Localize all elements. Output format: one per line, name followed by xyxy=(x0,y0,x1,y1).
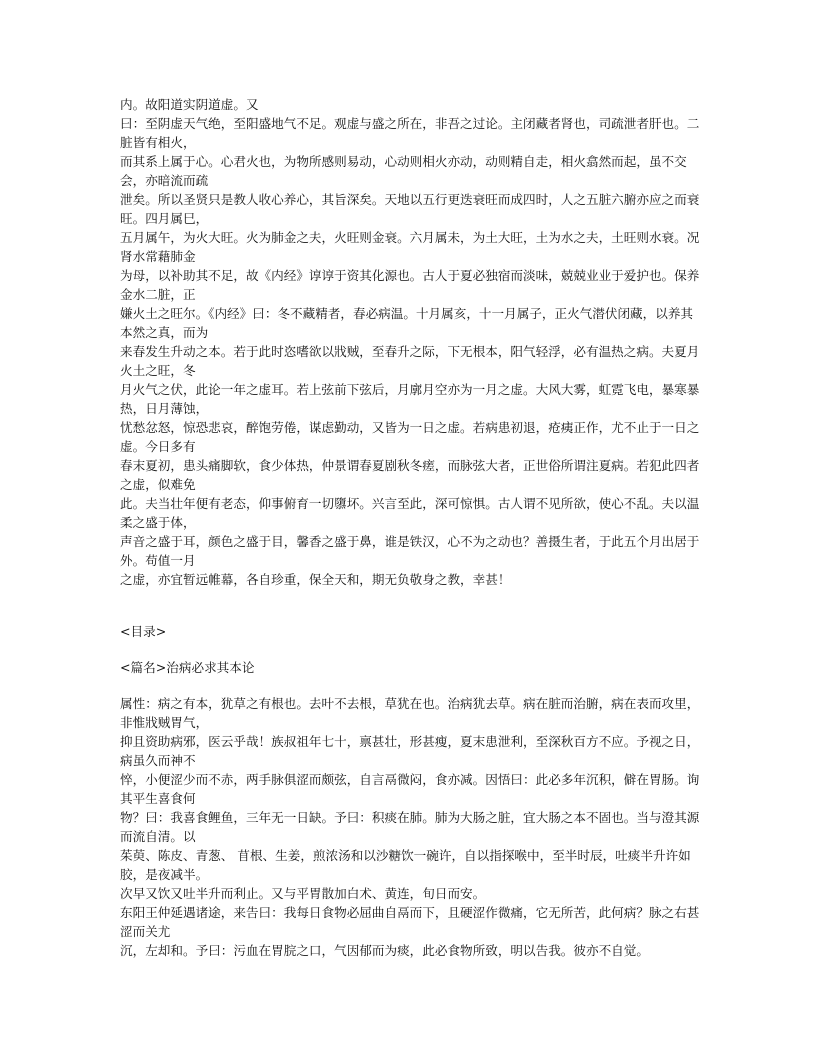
paragraph: 为母，以补助其不足，故《内经》谆谆于资其化源也。古人于夏必独宿而淡味，兢兢业业于爱护也。保养金水二脏，正 xyxy=(120,268,700,302)
paragraph: 泄矣。所以圣贤只是教人收心养心，其旨深矣。天地以五行更迭衰旺而成四时，人之五脏六腑亦应之而衰旺。四月属巳， xyxy=(120,192,700,226)
paragraph: 五月属午，为火大旺。火为肺金之夫，火旺则金衰。六月属未，为土大旺，土为水之夫，土旺则水衰。况肾水常藉肺金 xyxy=(120,230,700,264)
paragraph: 物？曰：我喜食鲤鱼，三年无一日缺。予曰：积痰在肺。肺为大肠之脏，宜大肠之本不固也。当与澄其源而流自清。以 xyxy=(120,810,700,844)
paragraph: 而其系上属于心。心君火也，为物所感则易动，心动则相火亦动，动则精自走，相火翕然而起，虽不交会，亦暗流而疏 xyxy=(120,154,687,188)
paragraph: 曰：至阴虚天气绝，至阳盛地气不足。观虚与盛之所在，非吾之过论。主闭藏者肾也，司疏泄者肝也。二脏皆有相火， xyxy=(120,116,700,150)
paragraph: 茱萸、陈皮、青葱、 苜根、生姜，煎浓汤和以沙糖饮一碗许，自以指探喉中，至半时辰，吐痰半升许如胶，是夜减半。 xyxy=(120,848,691,882)
paragraph: 属性：病之有本，犹草之有根也。去叶不去根，草犹在也。治病犹去草。病在脏而治腑，病在表而攻里，非惟戕贼胃气， xyxy=(120,696,700,730)
paragraph: 东阳王仲延遇诸途，来告曰：我每日食物必屈曲自鬲而下，且硬涩作微痛，它无所苦，此何病？脉之右甚涩而关尤 xyxy=(120,905,700,939)
paragraph: 之虚，亦宜暂远帷幕，各自珍重，保全天和，期无负敬身之教，幸甚！ xyxy=(120,572,511,587)
paragraph: 嫌火土之旺尔。《内经》曰：冬不藏精者，春必病温。十月属亥，十一月属子，正火气潜伏闭藏，以养其本然之真，而为 xyxy=(120,306,694,340)
chapter-title: <篇名>治病必求其本论 xyxy=(120,660,255,675)
paragraph: 月火气之伏，此论一年之虚耳。若上弦前下弦后，月廓月空亦为一月之虚。大风大雾，虹霓飞电，暴寒暴热，日月薄蚀， xyxy=(120,382,700,416)
paragraph: 内。故阳道实阴道虚。又 xyxy=(120,97,259,112)
paragraph: 春末夏初，患头痛脚软，食少体热，仲景谓春夏剧秋冬瘥，而脉弦大者，正世俗所谓注夏病。若犯此四者之虚，似难免 xyxy=(120,458,700,492)
paragraph: 沉，左却和。予曰：污血在胃脘之口，气因郁而为痰，此必食物所致，明以告我。彼亦不自觉。 xyxy=(120,943,649,958)
paragraph: 来春发生升动之本。若于此时恣嗜欲以戕贼，至春升之际，下无根本，阳气轻浮，必有温热之病。夫夏月火土之旺，冬 xyxy=(120,344,700,378)
continued-text-section xyxy=(120,95,702,589)
paragraph: 悴，小便涩少而不赤，两手脉俱涩而颇弦，自言鬲微闷，食亦减。因悟曰：此必多年沉积，僻在胃肠。询其平生喜食何 xyxy=(120,772,700,806)
chapter-heading xyxy=(120,658,702,677)
paragraph: 抑且资助病邪，医云乎哉！族叔祖年七十，禀甚壮，形甚瘦，夏末患泄利，至深秋百方不应。予视之日，病虽久而神不 xyxy=(120,734,700,768)
paragraph: 次早又饮又吐半升而利止。又与平胃散加白术、黄连，旬日而安。 xyxy=(120,886,486,901)
paragraph: 声音之盛于耳，颜色之盛于目，馨香之盛于鼻，谁是铁汉，心不为之动也？善摄生者，于此五个月出居于外。苟值一月 xyxy=(120,534,700,568)
paragraph: 此。夫当壮年便有老态，仰事俯育一切隳坏。兴言至此，深可惊惧。古人谓不见所欲，使心不乱。夫以温柔之盛于体， xyxy=(120,496,700,530)
paragraph: 忧愁忿怒，惊恐悲哀，醉饱劳倦，谋虑勤动，又皆为一日之虚。若病患初退，疮痍正作，尤不止于一日之虚。今日多有 xyxy=(120,420,700,454)
toc-section xyxy=(120,622,702,641)
toc-link[interactable]: <目录> xyxy=(120,624,167,639)
chapter-body xyxy=(120,694,702,960)
